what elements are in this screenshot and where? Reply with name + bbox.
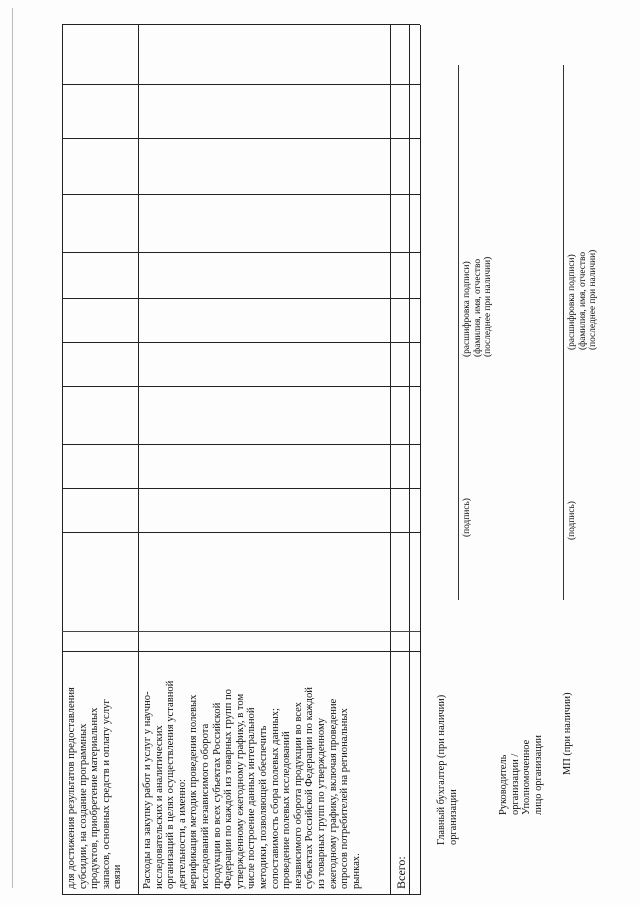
table-col-border bbox=[62, 386, 420, 387]
table-col-border bbox=[62, 298, 420, 299]
head-sign-line bbox=[563, 65, 564, 600]
table-col-border bbox=[62, 84, 420, 85]
table-col-border bbox=[62, 342, 420, 343]
table-top-border bbox=[62, 25, 63, 895]
head-label: Руководитель организации / Уполномоченное лицо организации bbox=[498, 735, 544, 815]
table-col-border bbox=[62, 894, 420, 895]
table-col-border bbox=[62, 444, 420, 445]
chief-accountant-decode-caption: (расшифровка подписи) (фамилия, имя, отчество (последнее при наличии) bbox=[462, 256, 494, 357]
expense-table bbox=[62, 25, 420, 895]
row-description: Расходы на закупку работ и услуг у научно- исследовательских и аналитических организаций в целях осуществления уставной деятельности, а именно: верификация методик проведения полевых исследований независимого оборота продукции во всех субъектах Российской Федерации по каждой из товарных групп по утвержденному ежегодному графику, в том числе построение данных интегральной методики, позволяющей обеспечить сопоставимость сбора полевых данных; проведение полевых исследований независимого оборота продукции во всех субъектах Российской Федерации по каждой из товарных групп по утвержденному ежегодному графику, включая проведение опросов потребителей на региональных рынках. bbox=[142, 680, 362, 889]
table-col-border bbox=[62, 651, 420, 652]
chief-accountant-sign-caption: (подпись) bbox=[462, 498, 472, 537]
stamp-label: МП (при наличии) bbox=[562, 692, 573, 775]
table-col-border bbox=[62, 631, 420, 632]
chief-accountant-sign-line bbox=[458, 65, 459, 600]
table-col-border bbox=[62, 532, 420, 533]
table-row-divider bbox=[409, 25, 410, 895]
head-sign-caption: (подпись) bbox=[567, 501, 577, 540]
table-col-border bbox=[62, 194, 420, 195]
total-label: Всего: bbox=[394, 856, 408, 889]
table-col-border bbox=[62, 24, 420, 25]
row-description: для достижения результатов предоставления субсидии, на создание программных продуктов, приобретение материальных запасов, основных средств и оплату услуг связи bbox=[66, 687, 124, 889]
table-row-divider bbox=[390, 25, 391, 895]
chief-accountant-label: Главный бухгалтер (при наличии) организации bbox=[436, 694, 459, 845]
table-col-border bbox=[62, 488, 420, 489]
table-row-divider bbox=[138, 25, 139, 895]
head-decode-caption: (расшифровка подписи) (фамилия, имя, отчество (последнее при наличии) bbox=[567, 249, 599, 350]
table-col-border bbox=[62, 252, 420, 253]
table-bottom-border bbox=[420, 25, 421, 895]
table-col-border bbox=[62, 138, 420, 139]
